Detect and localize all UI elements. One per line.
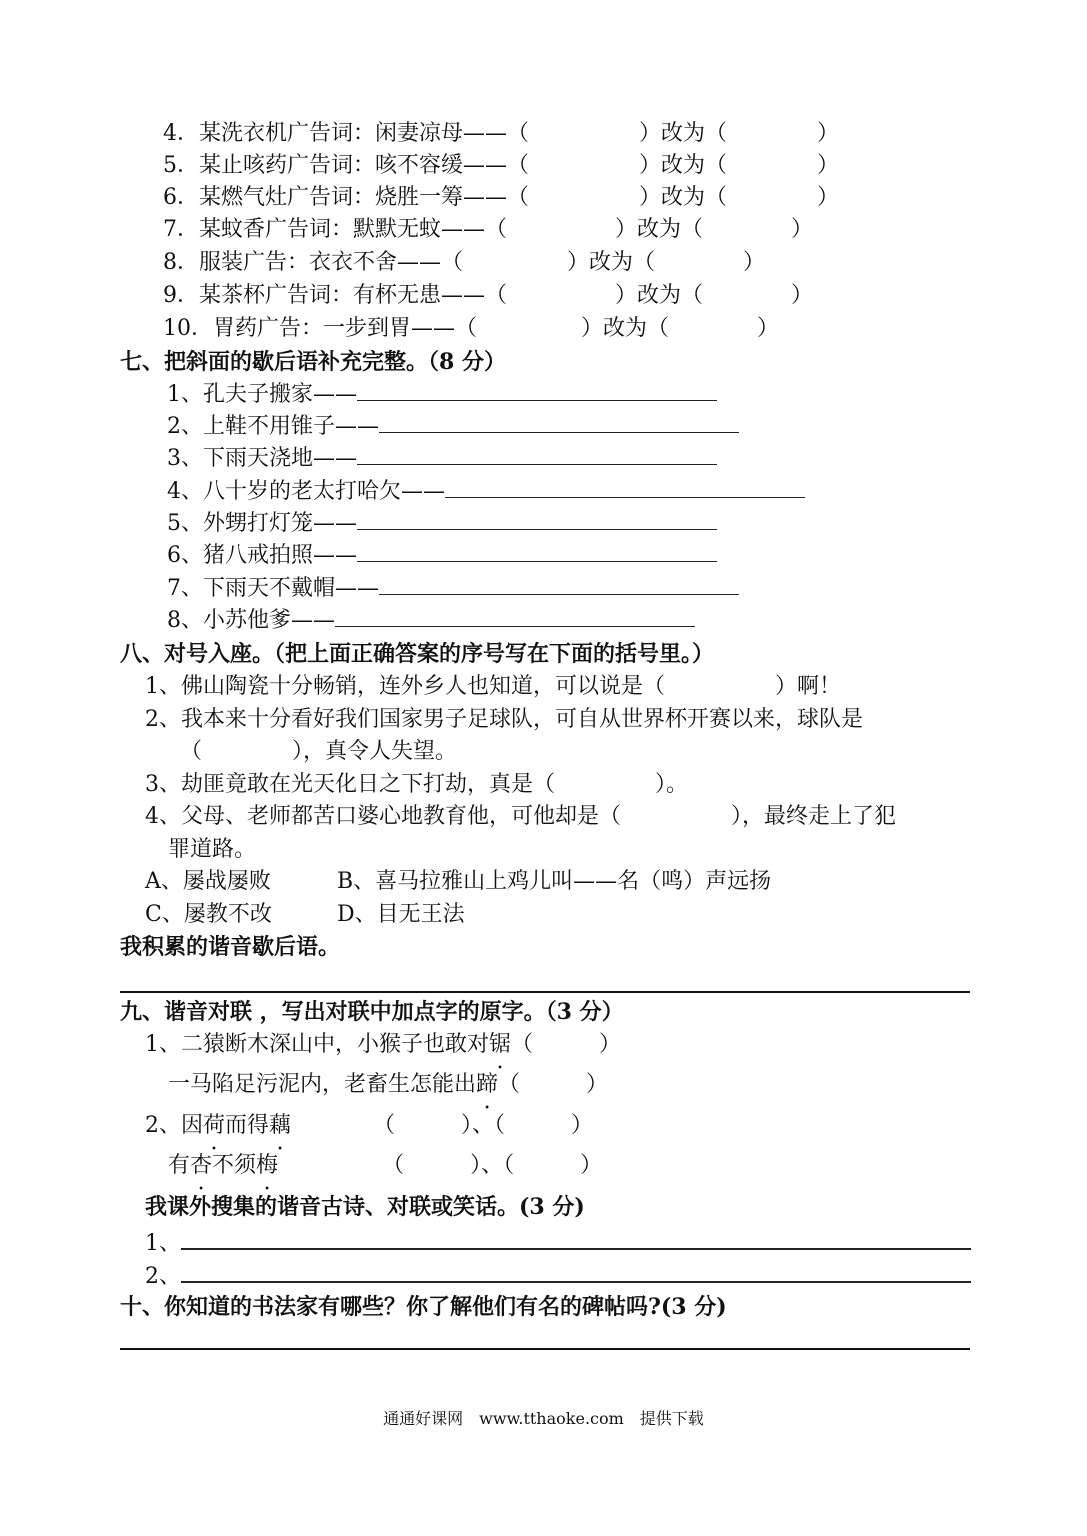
option-b: B、喜马拉雅山上鸡儿叫——名（鸣）声远扬 bbox=[337, 869, 772, 894]
section-10-title: 十、你知道的书法家有哪些？你了解他们有名的碑帖吗?(3 分) bbox=[120, 1294, 727, 1320]
option-c: C、屡教不改 bbox=[145, 902, 272, 927]
option-d: D、目无王法 bbox=[337, 902, 465, 927]
xiehouyu-item-7: 7、下雨天不戴帽—— bbox=[167, 574, 739, 604]
section-8-title: 八、对号入座。（把上面正确答案的序号写在下面的括号里。） bbox=[120, 641, 715, 667]
option-a: A、屡战屡败 bbox=[145, 869, 271, 894]
ad-item-10: 10．胃药广告：一步到胃——（ ）改为（ ） bbox=[163, 316, 780, 341]
xiehouyu-item-3: 3、下雨天浇地—— bbox=[167, 444, 717, 474]
ad-item-5: 5．某止咳药广告词：咳不容缓——（ ）改为（ ） bbox=[163, 153, 840, 178]
fill-question-4-line-1: 4、父母、老师都苦口婆心地教育他，可他却是（ ），最终走上了犯 bbox=[145, 804, 897, 829]
fill-question-1: 1、佛山陶瓷十分畅销，连外乡人也知道，可以说是（ ）啊！ bbox=[145, 674, 842, 699]
fill-question-3: 3、劫匪竟敢在光天化日之下打劫，真是（ ）。 bbox=[145, 772, 689, 797]
ad-item-7: 7．某蚊香广告词：默默无蚊——（ ）改为（ ） bbox=[163, 217, 814, 242]
fill-question-2-line-1: 2、我本来十分看好我们国家男子足球队，可自从世界杯开赛以来，球队是 bbox=[145, 707, 863, 732]
footer-credit: 通通好课网 www.tthaoke.com 提供下载 bbox=[383, 1409, 704, 1428]
xiehouyu-item-5: 5、外甥打灯笼—— bbox=[167, 509, 717, 539]
xiehouyu-item-2: 2、上鞋不用锥子—— bbox=[167, 412, 739, 442]
accumulate-prompt: 我积累的谐音歇后语。 bbox=[120, 934, 341, 960]
xiehouyu-item-1: 1、孔夫子搬家—— bbox=[167, 380, 717, 410]
xiehouyu-item-4: 4、八十岁的老太打哈欠—— bbox=[167, 477, 805, 507]
collect-line-2: 2、 bbox=[145, 1261, 971, 1292]
collect-line-1: 1、 bbox=[145, 1228, 971, 1259]
couplet-2-line-1: 2、因荷而得藕 （ ）、（ ） bbox=[145, 1113, 594, 1138]
ad-item-6: 6．某燃气灶广告词：烧胜一筹——（ ）改为（ ） bbox=[163, 185, 840, 210]
xiehouyu-item-6: 6、猪八戒拍照—— bbox=[167, 541, 717, 571]
couplet-2-line-2: 有杏不须梅 （ ）、（ ） bbox=[168, 1153, 603, 1178]
ad-item-9: 9．某茶杯广告词：有杯无患——（ ）改为（ ） bbox=[163, 283, 814, 308]
collect-prompt: 我课外搜集的谐音古诗、对联或笑话。(3 分) bbox=[145, 1194, 585, 1220]
ad-item-4: 4．某洗衣机广告词：闲妻凉母——（ ）改为（ ） bbox=[163, 121, 840, 146]
fill-question-4-line-2: 罪道路。 bbox=[168, 837, 257, 862]
section-9-title: 九、谐音对联 ，写出对联中加点字的原字。（3 分） bbox=[120, 999, 624, 1025]
section-7-title: 七、把斜面的歇后语补充完整。（8 分） bbox=[120, 349, 506, 375]
answer-line-10 bbox=[120, 1348, 970, 1350]
ad-item-8: 8．服装广告：衣衣不舍——（ ）改为（ ） bbox=[163, 250, 766, 275]
xiehouyu-item-8: 8、小苏他爹—— bbox=[167, 606, 695, 636]
couplet-1-line-2: 一马陷足污泥内，老畜生怎能出蹄（ ） bbox=[168, 1072, 609, 1097]
answer-line bbox=[120, 991, 970, 993]
couplet-1-line-1: 1、二猿断木深山中，小猴子也敢对锯（ ） bbox=[145, 1032, 622, 1057]
fill-question-2-line-2: （ ），真令人失望。 bbox=[180, 739, 458, 764]
